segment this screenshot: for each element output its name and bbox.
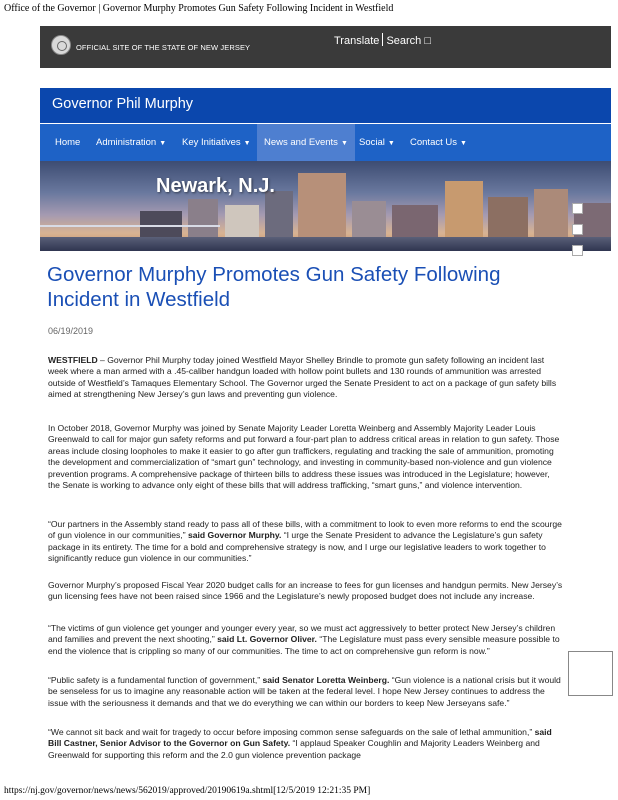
nav-key-initiatives[interactable]: Key Initiatives ▼ bbox=[182, 137, 251, 148]
page-title: Governor Murphy Promotes Gun Safety Following Incident in Westfield bbox=[47, 263, 501, 311]
governor-name-link[interactable]: Governor Phil Murphy bbox=[52, 96, 194, 112]
divider bbox=[382, 33, 383, 46]
paragraph: WESTFIELD – Governor Phil Murphy today joined Westfield Mayor Shelley Brindle to promote gun safety following an incident last week where a man armed with a .45-caliber handgun loaded with hollow point bullets and 130 rounds of ammunition was arrested outside of Westfield’s Tamaques Elementary School. The Governor urged the Senate President to act on a package of gun safety bills aimed at strengthening New Jersey’s gun laws and preventing gun violence. bbox=[48, 355, 557, 400]
city-banner bbox=[40, 161, 611, 251]
paragraph: “Our partners in the Assembly stand ready to pass all of these bills, with a commitment to look to even more reforms to end the scourge of gun violence in our communities,” said Governor Murphy. “I urge the Senate President to advance the Legislature’s gun safety package in its entirety. The time for a bold and comprehensive strategy is now, and I urge our legislative leaders to work together to significantly reduce gun violence in our communities.” bbox=[48, 519, 562, 564]
share-button[interactable] bbox=[572, 245, 583, 256]
chevron-down-icon: ▼ bbox=[387, 140, 395, 147]
governor-bar bbox=[40, 88, 611, 123]
paragraph: “Public safety is a fundamental function of government,” said Senator Loretta Weinberg. “Gun violence is a national crisis but it would be senseless for us to imagine any reasonable action will be taken at the federal level. I hope New Jersey continues to address the issue with the seriousness it demands and that we do everything we can within our borders to keep New Jerseyans safe.” bbox=[48, 675, 561, 708]
print-footer: https://nj.gov/governor/news/news/562019/approved/20190619a.shtml[12/5/2019 12:21:35 PM] bbox=[4, 786, 371, 796]
search-link[interactable]: Search □ bbox=[386, 35, 431, 47]
bridge bbox=[40, 225, 220, 245]
chevron-down-icon: ▼ bbox=[460, 140, 467, 147]
paragraph: “We cannot sit back and wait for tragedy to occur before imposing common sense safeguards on the sale of lethal ammunition,” said Bill Castner, Senior Advisor to the Governor on Gun Safety. “I applaud Speaker Coughlin and Majority Leaders Weinberg and Greenwald for supporting this reform and the 2.0 gun violence prevention package bbox=[48, 727, 552, 760]
share-button[interactable] bbox=[572, 203, 583, 214]
paragraph: Governor Murphy’s proposed Fiscal Year 2020 budget calls for an increase to fees for gun licenses and handgun permits. New Jersey’s gun licensing fees have not been raised since 1966 and the Legislature’s newly proposed budget does not include any increase. bbox=[48, 580, 563, 602]
banner-city-label: Newark, N.J. bbox=[156, 175, 275, 197]
share-button[interactable] bbox=[572, 224, 583, 235]
nav-home[interactable]: Home bbox=[55, 137, 81, 148]
nav-news-and-events[interactable]: News and Events ▼ bbox=[257, 124, 355, 161]
paragraph: In October 2018, Governor Murphy was joined by Senate Majority Leader Loretta Weinberg and Assembly Majority Leader Louis Greenwald to call for major gun safety reforms and put forward a four-part plan to address critical areas in relation to gun safety. Those areas include closing loopholes to make it easier to go after gun traffickers, regulating and tracking the sale of ammunition, promoting the development and commercialization of “smart gun” technology, and investing in community-based non-violence and gun violence prevention programs. A comprehensive package of thirteen bills to address these issues was introduced in the Legislature; however, the Senate is working to advance only eight of these bills that will address trafficking, “smart guns,” and violence intervention. bbox=[48, 423, 560, 491]
print-header: Office of the Governor | Governor Murphy Promotes Gun Safety Following Incident in Westfield bbox=[4, 3, 394, 14]
chevron-down-icon: ▼ bbox=[159, 140, 167, 147]
main-nav bbox=[40, 124, 611, 161]
top-links bbox=[334, 33, 431, 47]
nav-contact-us[interactable]: Contact Us ▼ bbox=[410, 137, 467, 148]
paragraph: “The victims of gun violence get younger and younger every year, so we must act aggressively to better protect New Jersey’s children and families and prevent the next shooting,” said Lt. Governor Oliver. “The Legislature must pass every sensible measure possible to end the violence that is crippling so many of our communities. The time to act on comprehensive gun reform is now.” bbox=[48, 623, 560, 656]
chevron-down-icon: ▼ bbox=[340, 140, 348, 147]
chevron-down-icon: ▼ bbox=[243, 140, 251, 147]
translate-link[interactable]: Translate bbox=[333, 35, 380, 47]
nav-social[interactable]: Social ▼ bbox=[359, 137, 395, 148]
floating-widget[interactable] bbox=[568, 651, 613, 696]
article-date: 06/19/2019 bbox=[48, 326, 94, 336]
nav-administration[interactable]: Administration ▼ bbox=[96, 137, 167, 148]
site-title[interactable]: OFFICIAL SITE OF THE STATE OF NEW JERSEY bbox=[76, 43, 251, 52]
state-top-bar bbox=[40, 26, 611, 68]
